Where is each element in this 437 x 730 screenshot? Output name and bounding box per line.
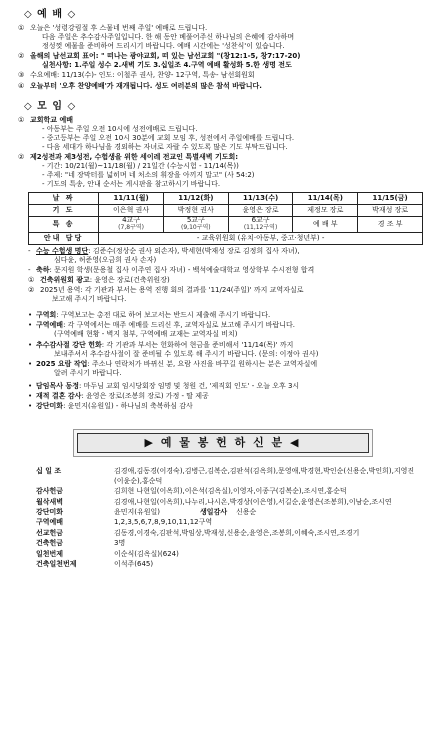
- notice-text: 문지원 학생(문용철 집사 이주연 집사 자녀) - 백석예술대학교 영상학부 수시전형 합격: [54, 265, 315, 274]
- table-cell: 박재성 장로: [358, 205, 423, 217]
- misc-text: 윤민지(유원일) - 하나님의 축복하심 감사: [67, 402, 193, 411]
- report-text: 각 구역에서는 매주 예배를 드리신 후, 교역자실로 보고해 주시기 바랍니다.: [67, 321, 295, 330]
- offering-value: 김희현 나현일(이옥희),이은석(김옥실),이영자,이종구(김복순),조시연,홍순덕: [114, 487, 347, 496]
- table-cell: 6교구 (11,12구역): [228, 217, 293, 232]
- worship-line: 오늘은 '성령강림절 후 스물네 번째 주일' 예배로 드립니다.: [30, 24, 208, 32]
- notice-label: 건축위원회 광고: [40, 275, 90, 284]
- table-row: [29, 217, 423, 232]
- meeting-line: - 주제: "네 장막터를 넓히며 네 처소의 휘장을 아끼지 말고" (사 54:2): [42, 171, 255, 180]
- offering-key: 건축헌금: [36, 539, 64, 548]
- table-header-cell: 11/15(금): [358, 193, 423, 205]
- offering-value: 1,2,3,5,6,7,8,9,10,11,12구역: [114, 518, 213, 527]
- report-text: (구역예배 현황 - 벽지 첨부, 구역예배 교재는 교역자실 비치): [54, 330, 238, 339]
- notice-text: 김준수(정상순 권사 외손자), 박세현(박재성 장로 김정희 집사 자녀),: [92, 246, 300, 255]
- table-header-cell: 11/12(화): [163, 193, 228, 205]
- offering-key: 강단미화: [36, 507, 64, 516]
- notice-text: 2025년 용역: 각 기관과 부서는 용역 진행 회의 결과를 '11/24(주일)' 까지 교역자실로: [40, 286, 304, 295]
- worship-line: 다음 주일은 추수감사주일입니다. 한 해 동안 베풀어주신 하나님의 은혜에 감사하며: [42, 33, 295, 42]
- report-text: 알려 주시기 바랍니다.: [54, 368, 122, 377]
- worship-item: [18, 71, 427, 80]
- item-number: ③: [18, 71, 25, 80]
- table-cell: 4교구 (7,8구역): [99, 217, 164, 232]
- offering-banner-frame: [73, 429, 373, 457]
- worship-title: ◇ 예 배 ◇: [24, 9, 77, 20]
- notice-text: 윤영은 장로(건축위원장): [94, 275, 170, 284]
- report-text: 각 기관과 부서는 헌화하여 현금을 준비해서 '11/14(목)' 까지: [106, 340, 294, 349]
- report-label: 2025 요람 작업: [36, 359, 88, 368]
- table-cell: 이은혁 권사: [99, 205, 164, 217]
- notice-item: - 수능 수험생 명단: 김준수(정상순 권사 외손자), 박세현(박재성 장로 김정희 집사 자녀), 심다윤, 허준영(오금희 권사 손자): [28, 246, 300, 264]
- meeting-item-title: 교회학교 예배: [30, 115, 74, 124]
- table-cell: 제정모 장로: [293, 205, 358, 217]
- worship-line: 올해의 남선교회 표어: " 떠나는 광야교회, 떠 있는 남선교회 "(창12:1-5, 창7:17-20): [30, 52, 301, 61]
- item-number: ①: [18, 24, 25, 32]
- table-row: [29, 205, 423, 217]
- offering-side-label: 생일감사: [200, 507, 228, 516]
- meeting-item: ② 제2성전과 제3성전, 수험생을 위한 세이레 전교인 특별새벽 기도회: - 기간: 10/21(월)~11/18(월) / 21일간 (수능시험 - 11/14(목)) - 주제: "네 장막터를 넓히며 네 처소의 휘장을 아끼지 말고" (사 54:2) - 기도의 특송, 안내 순서는 게시판을 참고하시기 바랍니다.: [18, 153, 427, 189]
- misc-item: • 재적 결혼 감사: 윤영은 장로(조봉희 장로) 가정 - 딸 제공: [28, 392, 209, 400]
- report-text: 보내주셔서 추수감사절이 잘 준비될 수 있도록 해 주시기 바랍니다. (문의: 이정아 권사): [54, 349, 319, 358]
- misc-label: 담임목사 동정: [36, 381, 80, 390]
- misc-text: 윤영은 장로(조봉희 장로) 가정 - 딸 제공: [86, 392, 209, 400]
- meeting-item: ① 교회학교 예배 - 아동부는 주일 오전 10시에 성전에배로 드립니다. - 중고등부는 주일 오전 10시 30분에 교회 모임 후, 성전에서 주일예배를 드립니다. - 다음 세대가 하나님을 경외하는 자녀로 자랄 수 있도록 많은 기도 부탁드립니다.: [18, 116, 427, 152]
- offering-value: 이석주(645): [114, 560, 154, 569]
- offering-key: 구역예배: [36, 518, 64, 527]
- report-item: • 구역예배: 각 구역에서는 매주 예배를 드리신 후, 교역자실로 보고해 주시기 바랍니다. (구역예배 현황 - 벽지 첨부, 구역예배 교재는 교역자실 비치): [28, 321, 295, 339]
- notice-label: 수능 수험생 명단: [36, 246, 89, 255]
- table-row: [29, 232, 423, 244]
- misc-item: • 담임목사 동정: 마두님 교회 임시당회장 임명 및 청원 건, '제직회 인도' - 오늘 오후 3시: [28, 381, 300, 390]
- offering-value: 김동경,이경숙,김판석,박임상,박재성,신용순,윤영은,조봉희,이혜숙,조시연,조경기: [114, 528, 360, 537]
- worship-item: [18, 82, 427, 91]
- offering-value-pair: [114, 508, 417, 517]
- misc-label: 재적 결혼 감사: [36, 392, 82, 400]
- offering-value: 김경애,김동경(이경숙),김병근,김복순,김판석(김옥희),문영애,박경현,박인순(신용순,박인희),지영진(이윤순),홍순덕: [114, 467, 415, 485]
- worship-list: [18, 24, 427, 91]
- offering-value: 김경애,나현일(이옥희),나누리,나시온,박경상(이은영),서길순,윤영은(조봉희),이남순,조시연: [114, 497, 392, 506]
- offering-value: 3명: [114, 539, 126, 548]
- meeting-line: - 아동부는 주일 오전 10시에 성전에배로 드립니다.: [42, 124, 198, 133]
- report-label: 구역예배: [36, 321, 64, 330]
- notice-item: ② 2025년 용역: 각 기관과 부서는 용역 진행 회의 결과를 '11/24(주일)' 까지 교역자실로 보고해 주시기 바랍니다.: [18, 286, 427, 304]
- misc-label: 강단미화: [36, 402, 64, 411]
- table-cell: 기 도: [29, 205, 99, 217]
- notice-text: 심다윤, 허준영(오금희 권사 손자): [54, 255, 157, 264]
- report-label: 구역회: [36, 311, 57, 320]
- offering-key: 건축일천번제: [36, 560, 77, 569]
- table-header-cell: 11/13(수): [228, 193, 293, 205]
- misc-item: • 강단미화: 윤민지(유원일) - 하나님의 축복하심 감사: [28, 402, 193, 411]
- offering-list: [18, 467, 427, 569]
- report-label: 추수감사절 강단 헌화: [36, 340, 102, 349]
- report-item: • 2025 요람 작업: 주소나 연락처가 바뀌신 분, 요람 사진을 바꾸길 원하시는 분은 교역자실에 알려 주시기 바랍니다.: [28, 359, 318, 377]
- worship-item: [18, 52, 427, 70]
- table-cell: 경 조 부: [358, 217, 423, 232]
- offering-key: 감사헌금: [36, 487, 64, 496]
- notice-label: 축하: [36, 265, 50, 274]
- meeting-line: - 다음 세대가 하나님을 경외하는 자녀로 자랄 수 있도록 많은 기도 부탁드립니다.: [42, 142, 288, 151]
- item-number: ②: [18, 52, 25, 61]
- offering-key: 십 일 조: [36, 467, 62, 476]
- table-header-cell: 11/11(월): [99, 193, 164, 205]
- meeting-line: - 기도의 특송, 안내 순서는 게시판을 참고하시기 바랍니다.: [42, 180, 221, 189]
- worship-line: 오늘부터 '오후 찬양예배'가 재개됩니다. 성도 여러분의 많은 참석 바랍니다.: [30, 81, 262, 90]
- offering-key: 월삭새벽: [36, 497, 64, 506]
- offering-key: 일천번제: [36, 549, 64, 558]
- misc-text: 마두님 교회 임시당회장 임명 및 청원 건, '제직회 인도' - 오늘 오후 3시: [83, 381, 300, 390]
- table-cell: 예 배 부: [293, 217, 358, 232]
- table-header-cell: 11/14(목): [293, 193, 358, 205]
- table-cell: 특 송: [29, 217, 99, 232]
- worship-item: [18, 24, 427, 51]
- table-cell: 안내 담당: [29, 232, 99, 244]
- prayer-schedule-table: [28, 192, 423, 244]
- meeting-line: - 기간: 10/21(월)~11/18(월) / 21일간 (수능시험 - 11/14(목)): [42, 162, 239, 171]
- worship-line: 수요예배: 11/13(수)- 인도: 이철주 권사, 찬양- 12구역, 특송- 남선회원회: [30, 71, 255, 80]
- meeting-item-title: 제2성전과 제3성전, 수험생을 위한 세이레 전교인 특별새벽 기도회:: [30, 153, 239, 162]
- table-cell: - 교육위원회 (유치·아동부, 중고·청년부) -: [99, 232, 423, 244]
- offering-value: 이순식(김옥실)(624): [114, 549, 179, 558]
- table-header-row: [29, 193, 423, 205]
- notice-text: 보고해 주시기 바랍니다.: [52, 295, 127, 304]
- item-number: ④: [18, 81, 25, 90]
- table-cell: 5교구 (9,10구역): [163, 217, 228, 232]
- notice-item: - 축하: 문지원 학생(문용철 집사 이주연 집사 자녀) - 백석예술대학교 영상학부 수시전형 합격: [28, 265, 315, 274]
- report-item: • 구역회: 구역보고는 총전 대로 하여 보고서는 반드시 제출해 주시기 바랍니다.: [28, 311, 271, 320]
- offering-value: 윤민지(유원일): [114, 507, 161, 516]
- table-header-cell: 날 짜: [29, 193, 99, 205]
- offering-side-value: 신용순: [236, 507, 257, 516]
- worship-line: 정성껏 예물을 준비하여 드리시기 바랍니다. 예배 시간에는 '성찬식'이 있습니다.: [42, 42, 285, 51]
- report-text: 구역보고는 총전 대로 하여 보고서는 반드시 제출해 주시기 바랍니다.: [60, 311, 271, 320]
- meeting-title: ◇ 모 임 ◇: [24, 100, 77, 112]
- worship-line: 실천사항: 1.주일 성수 2.새벽 기도 3.십일조 4.구역 예배 활성화 5.한 생명 전도: [42, 61, 292, 70]
- table-cell: 박정현 권사: [163, 205, 228, 217]
- notice-item: ① 건축위원회 광고: 윤영은 장로(건축위원장): [28, 275, 170, 284]
- offering-key: 선교헌금: [36, 528, 64, 537]
- table-cell: 윤영은 장로: [228, 205, 293, 217]
- report-item: • 추수감사절 강단 헌화: 각 기관과 부서는 헌화하여 현금을 준비해서 '11/14(목)' 까지 보내주셔서 추수감사절이 잘 준비될 수 있도록 해 주시기 바랍니다. (문의: 이정아 권사): [28, 340, 319, 358]
- report-text: 주소나 연락처가 바뀌신 분, 요람 사진을 바꾸길 원하시는 분은 교역자실에: [92, 359, 318, 368]
- meeting-line: - 중고등부는 주일 오전 10시 30분에 교회 모임 후, 성전에서 주일예배를 드립니다.: [42, 133, 295, 142]
- offering-banner: ▶ 예 물 봉 헌 하 신 분 ◀: [77, 433, 369, 453]
